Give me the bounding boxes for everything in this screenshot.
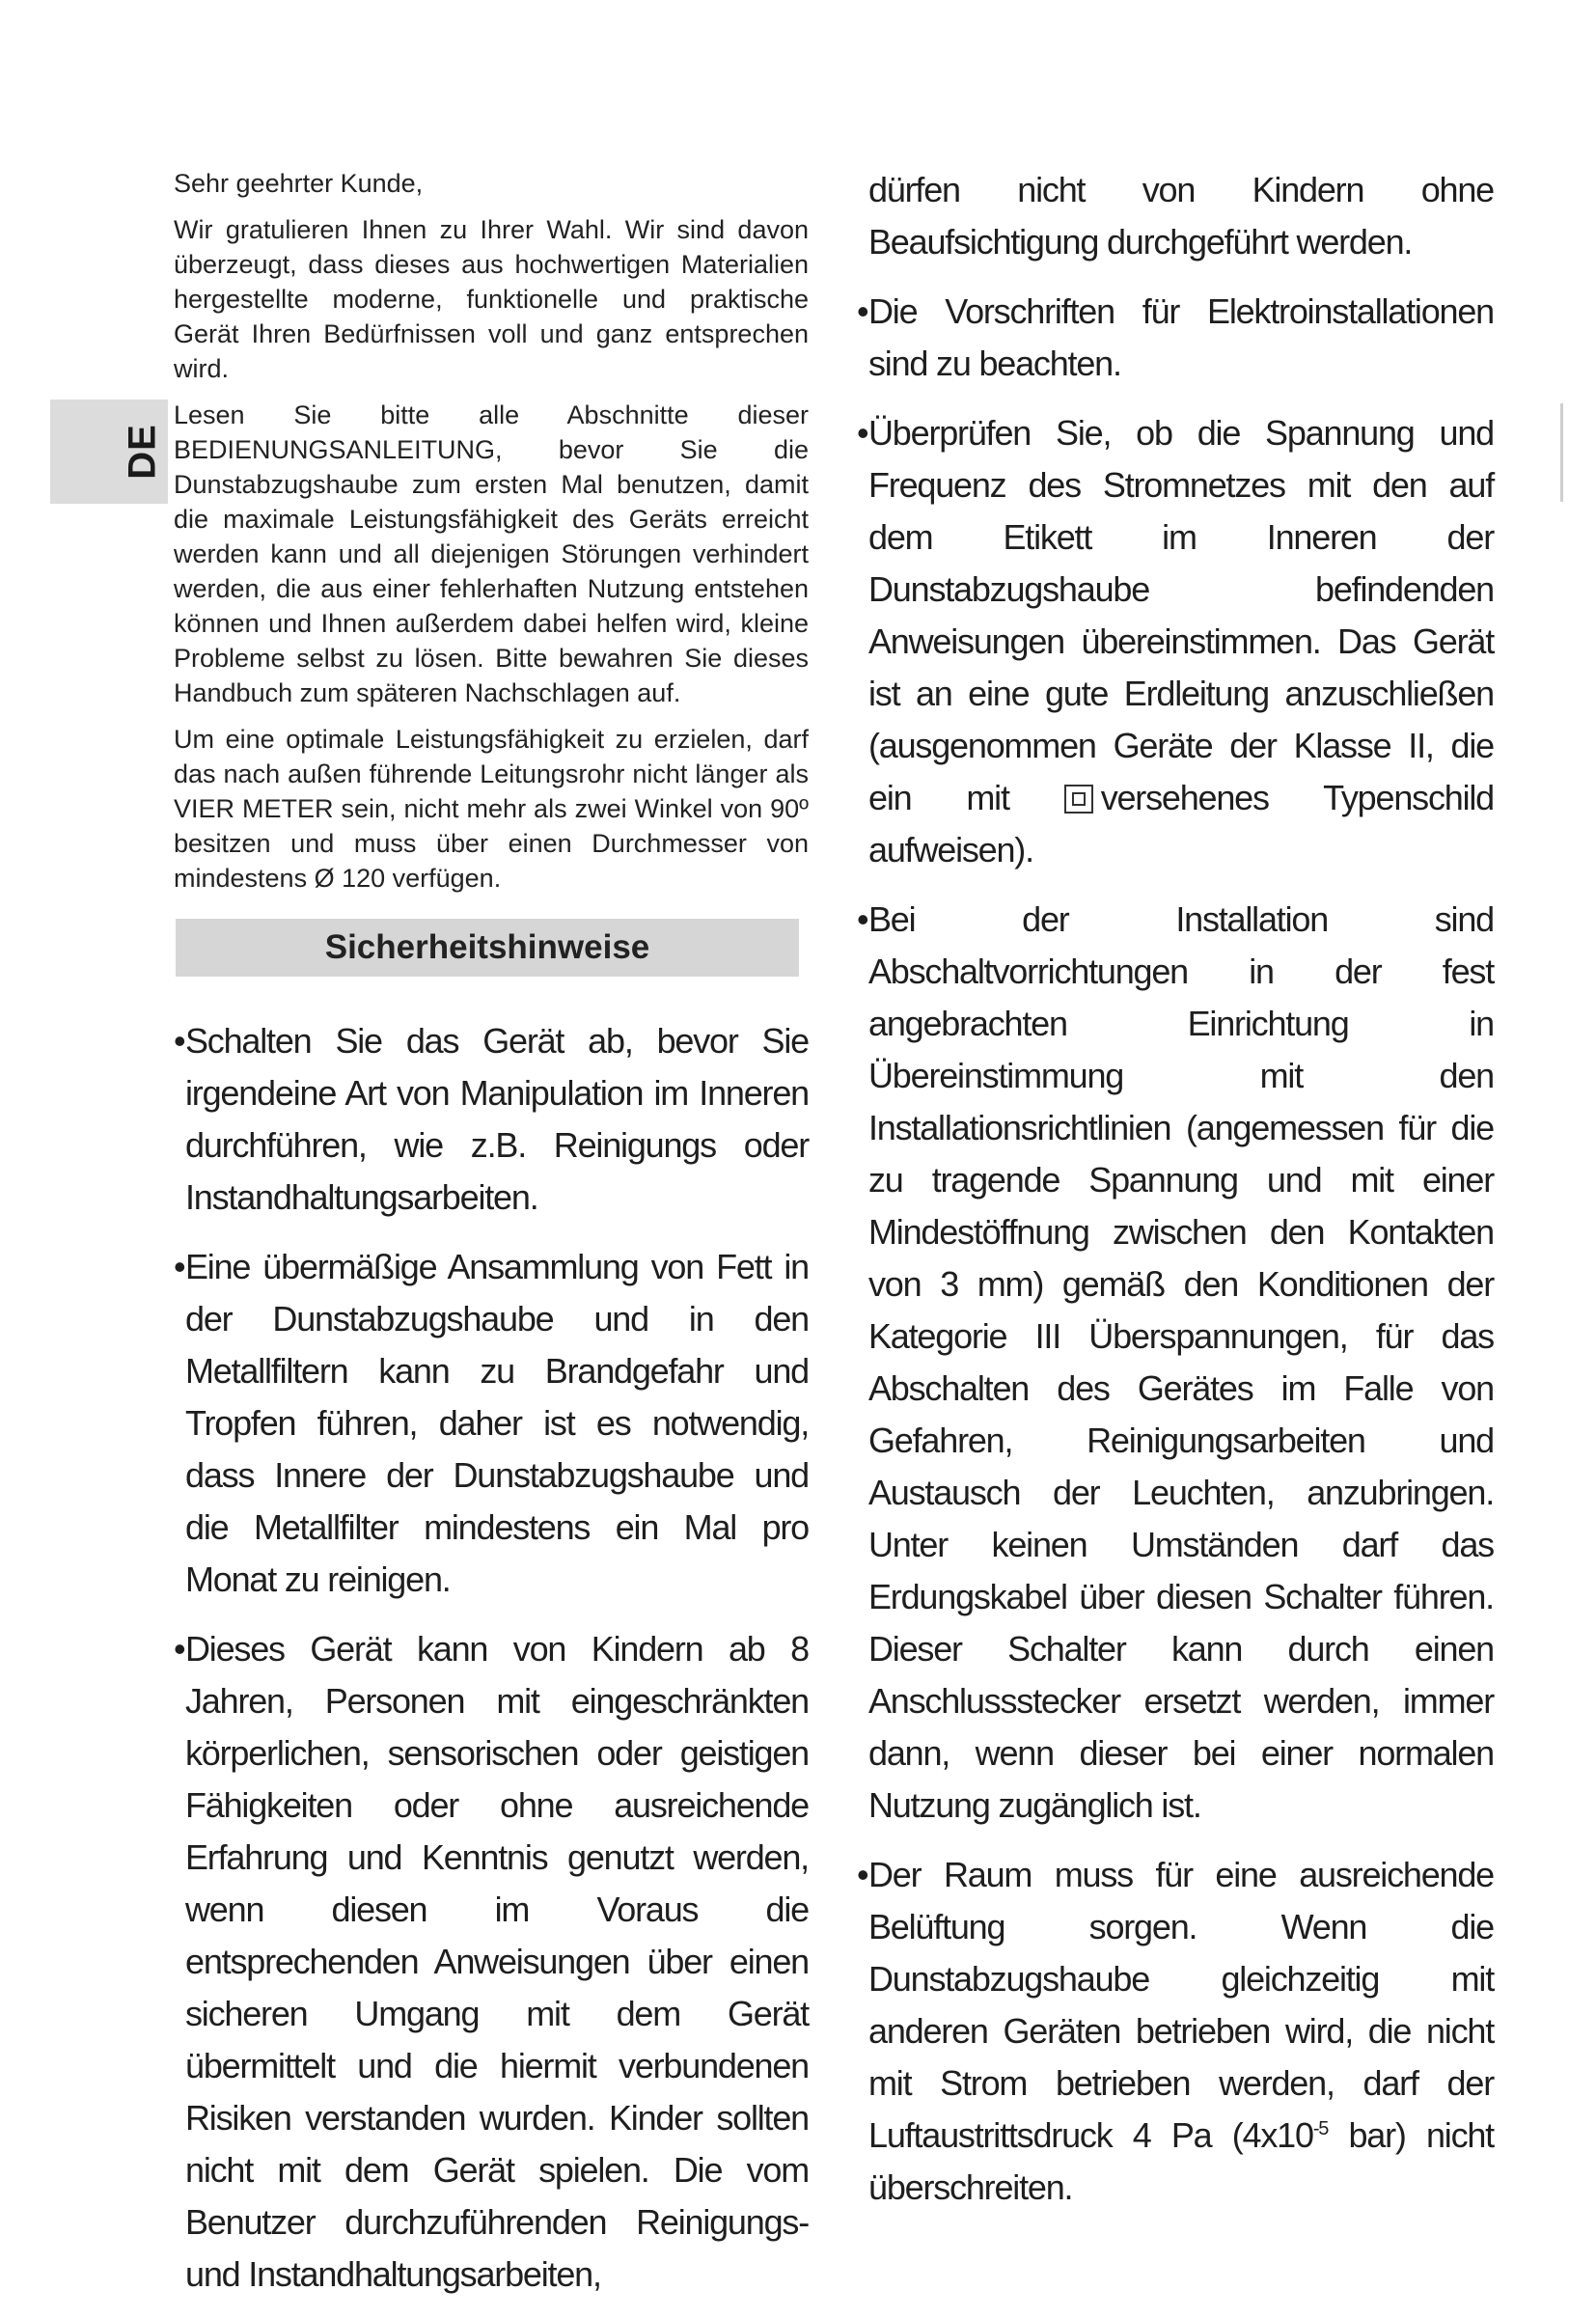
safety-item: • Die Vorschriften für Elektroinstallationen sind zu beachten. <box>857 286 1494 390</box>
safety-heading: Sicherheitshinweise <box>176 919 799 977</box>
language-tab <box>50 400 168 504</box>
safety-list-right <box>857 164 1494 2214</box>
safety-item-text: Überprüfen Sie, ob die Spannung und Frequenz des Stromnetzes mit den auf dem Etikett im Inneren der Dunstabzugshaube befindenden Anweisungen übereinstimmen. Das Gerät ist an eine gute Erdleitung anzuschließen (ausgenommen Geräte der Klasse II, die ein mit <box>868 413 1494 817</box>
intro-paragraph-2: Lesen Sie bitte alle Abschnitte dieser BEDIENUNGSANLEITUNG, bevor Sie die Dunstabzugshaube zum ersten Mal benutzen, damit die maximale Leistungsfähigkeit des Geräts erreicht werden kann und all diejenigen Störungen verhindert werden, die aus einer fehlerhaften Nutzung entstehen können und Ihnen außerdem dabei helfen wird, kleine Probleme selbst zu lösen. Bitte bewahren Sie dieses Handbuch zum späteren Nachschlagen auf. <box>174 400 809 707</box>
salutation: Sehr geehrter Kunde, <box>174 169 424 198</box>
safety-item-text-end: bar) nicht überschreiten. <box>868 2115 1494 2207</box>
safety-item-text: Der Raum muss für eine ausreichende Belüftung sorgen. Wenn die Dunstabzugshaube gleichzeitig mit anderen Geräten betrieben wird, die nicht mit Strom betrieben werden, darf der Luftaustrittsdruck 4 Pa (4x10 <box>868 1855 1494 2155</box>
intro-section <box>174 166 809 896</box>
safety-item <box>857 407 1494 876</box>
safety-item: • Schalten Sie das Gerät ab, bevor Sie irgendeine Art von Manipulation im Inneren durchführen, wie z.B. Reinigungs oder Instandhaltungsarbeiten. <box>174 1015 809 1224</box>
safety-item: • Dieses Gerät kann von Kindern ab 8 Jahren, Personen mit eingeschränkten körperlichen, sensorischen oder geistigen Fähigkeiten oder ohne ausreichende Erfahrung und Kenntnis genutzt werden, wenn diesen im Voraus die entsprechenden Anweisungen über einen sicheren Umgang mit dem Gerät übermittelt und die hiermit verbundenen Risiken verstanden wurden. Kinder sollten nicht mit dem Gerät spielen. Die vom Benutzer durchzuführenden Reinigungs- und Instandhaltungsarbeiten, <box>174 1623 809 2301</box>
safety-list-left <box>174 1015 809 2301</box>
safety-item-text-end: versehenes Typenschild aufweisen). <box>868 778 1494 869</box>
safety-item <box>857 1849 1494 2214</box>
safety-item-continuation: dürfen nicht von Kindern ohne Beaufsichtigung durchgeführt werden. <box>868 170 1494 262</box>
double-insulation-icon <box>1064 785 1093 814</box>
left-column <box>174 166 809 2318</box>
language-tab-label: DE <box>121 424 164 480</box>
safety-item: • Bei der Installation sind Abschaltvorrichtungen in der fest angebrachten Einrichtung in Übereinstimmung mit den Installationsrichtlinien (angemessen für die zu tragende Spannung und mit einer Mindestöffnung zwischen den Kontakten von 3 mm) gemäß den Konditionen der Kategorie III Überspannungen, für das Abschalten des Gerätes im Falle von Gefahren, Reinigungsarbeiten und Austausch der Leuchten, anzubringen. Unter keinen Umständen darf das Erdungskabel über diesen Schalter führen. Dieser Schalter kann durch einen Anschlussstecker ersetzt werden, immer dann, wenn dieser bei einer normalen Nutzung zugänglich ist. <box>857 894 1494 1832</box>
intro-paragraph-3: Um eine optimale Leistungsfähigkeit zu erzielen, darf das nach außen führende Leitungsrohr nicht länger als VIER METER sein, nicht mehr als zwei Winkel von 90º besitzen und muss über einen Durchmesser von mindestens Ø 120 verfügen. <box>174 725 809 893</box>
right-column <box>857 164 1494 2231</box>
margin-rule <box>1560 403 1563 502</box>
safety-item: • Eine übermäßige Ansammlung von Fett in der Dunstabzugshaube und in den Metallfiltern kann zu Brandgefahr und Tropfen führen, daher ist es notwendig, dass Innere der Dunstabzugshaube und die Metallfilter mindestens ein Mal pro Monat zu reinigen. <box>174 1241 809 1606</box>
intro-paragraph-1: Wir gratulieren Ihnen zu Ihrer Wahl. Wir sind davon überzeugt, dass dieses aus hochwertigen Materialien hergestellte moderne, funktionelle und praktische Gerät Ihren Bedürfnissen voll und ganz entsprechen wird. <box>174 215 809 383</box>
exponent: -5 <box>1312 2118 1329 2139</box>
